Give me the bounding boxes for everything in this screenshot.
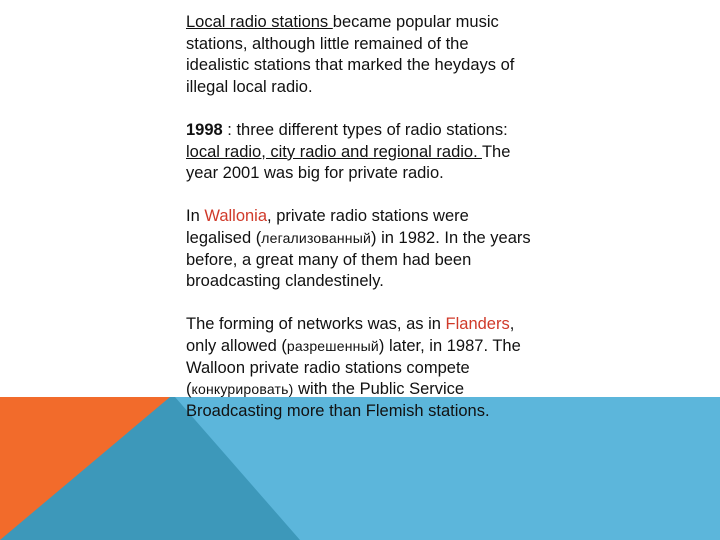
networks-intro: The forming of networks was, as in: [186, 315, 446, 334]
networks-text: , only allowed (: [186, 315, 515, 355]
types-text: : three different types of radio stations:: [222, 120, 508, 139]
wallonia-text-end: ) in 1982. In the years before, a great many of them had been broadcasting clandestinely.: [186, 228, 531, 291]
networks-text-end: with the Public Service Broadcasting more than Flemish stations.: [186, 380, 490, 420]
russian-compete: конкурировать): [191, 381, 294, 398]
year-2001-text: The year 2001 was big for private radio.: [186, 142, 511, 183]
local-radio-underlined: Local radio stations: [186, 13, 333, 31]
flanders-highlight: Flanders: [445, 315, 510, 334]
wallonia-intro: In: [186, 207, 205, 226]
slide-text-body: [186, 12, 536, 444]
russian-allowed: разрешенный: [286, 337, 379, 354]
local-radio-text: became popular music stations, although little remained of the idealistic stations that marked the heydays of illegal local radio.: [186, 13, 515, 96]
year-1998: 1998: [186, 120, 223, 139]
wallonia-highlight: Wallonia: [204, 207, 268, 226]
paragraph-local-radio: [186, 12, 536, 98]
wallonia-text: , private radio stations were legalised (: [186, 207, 469, 247]
networks-text-mid: ) later, in 1987. The Walloon private radio stations compete (: [186, 336, 521, 399]
paragraph-wallonia: [186, 206, 536, 292]
paragraph-1998: [186, 120, 536, 185]
radio-types-underlined: local radio, city radio and regional radio.: [186, 142, 482, 161]
paragraph-networks: [186, 314, 536, 422]
russian-legalised: легализованный: [261, 229, 372, 246]
